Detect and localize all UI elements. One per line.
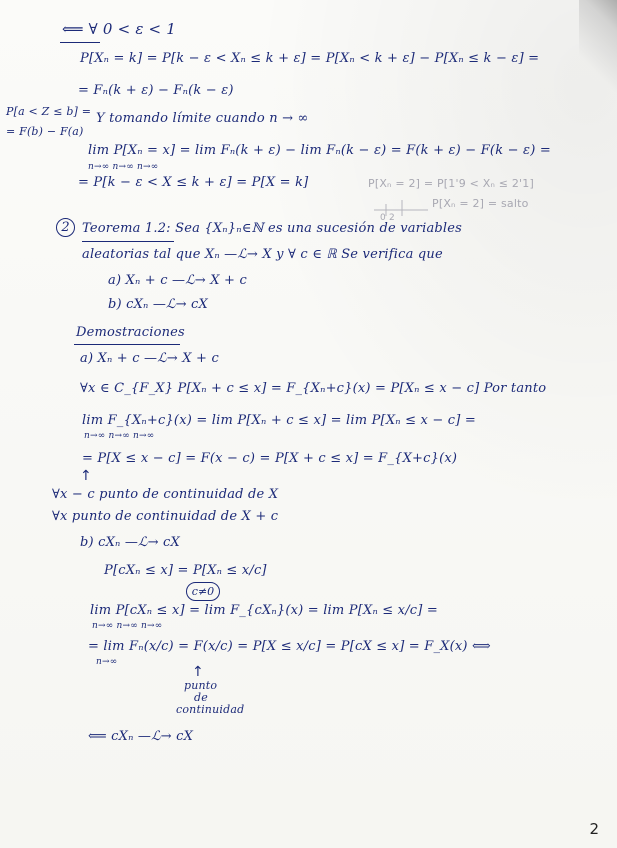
line-theorem-statement-2: aleatorias tal que Xₙ —ℒ→ X y ∀ c ∈ ℝ Se verifica que [82, 247, 443, 262]
line-taking-limit: Y tomando límite cuando n → ∞ [96, 111, 309, 126]
line-prob-cdf-diff: = Fₙ(k + ε) − Fₙ(k − ε) [78, 83, 234, 98]
underline-arrow [60, 42, 100, 43]
line-proof-a-2: lim F_{Xₙ+c}(x) = lim P[Xₙ + c ≤ x] = lim P[Xₙ ≤ x − c] = [82, 413, 476, 428]
line-prob-equality: P[Xₙ = k] = P[k − ε < Xₙ ≤ k + ε] = P[Xₙ < k + ε] − P[Xₙ ≤ k − ε] = [80, 51, 540, 66]
c-nonzero-note: c≠0 [186, 582, 220, 601]
line-theorem-statement: Teorema 1.2: Sea {Xₙ}ₙ∈ℕ es una sucesión de variables [82, 221, 463, 236]
line-proof-a-1: ∀x ∈ C_{F_X} P[Xₙ + c ≤ x] = F_{Xₙ+c}(x) = P[Xₙ ≤ x − c] Por tanto [80, 381, 547, 396]
underline-theorem [82, 241, 174, 242]
line-proof-b-3-sub: n→∞ [96, 657, 118, 667]
line-proof-a-5: ∀x punto de continuidad de X + c [52, 509, 279, 524]
line-limit-expression: lim P[Xₙ = x] = lim Fₙ(k + ε) − lim Fₙ(k − ε) = F(k + ε) − F(k − ε) = [88, 143, 551, 158]
line-proof-b-3: = lim Fₙ(x/c) = F(x/c) = P[X ≤ x/c] = P[cX ≤ x] = F_X(x) ⟺ [88, 639, 491, 654]
underline-demo [74, 344, 180, 345]
continuity-word-1: punto [184, 679, 218, 692]
line-proof-a-4: ∀x − c punto de continuidad de X [52, 487, 279, 502]
line-limit-subscripts: n→∞ n→∞ n→∞ [88, 162, 159, 172]
up-arrow-mark: ↑ [80, 468, 92, 484]
paper-edge-shadow [579, 0, 617, 120]
line-theorem-a: a) Xₙ + c —ℒ→ X + c [108, 273, 247, 288]
line-proof-b: b) cXₙ —ℒ→ cX [80, 535, 180, 550]
line-theorem-b: b) cXₙ —ℒ→ cX [108, 297, 208, 312]
line-proof-a-2-sub: n→∞ n→∞ n→∞ [84, 431, 155, 441]
faint-note-2: P[Xₙ = 2] = salto [432, 197, 529, 210]
continuity-word-3: continuidad [176, 703, 245, 716]
page-number: 2 [589, 820, 599, 838]
line-converse-arrow: ⟸ ∀ 0 < ε < 1 [62, 20, 177, 38]
demo-title: Demostraciones [76, 325, 185, 340]
faint-sketch-ticks: 0 2 [380, 213, 395, 223]
margin-note-2: = F(b) − F(a) [6, 125, 84, 138]
line-proof-b-4: ⟸ cXₙ —ℒ→ cX [88, 729, 194, 744]
continuity-word-2: de [194, 691, 208, 704]
faint-note-1: P[Xₙ = 2] = P[1'9 < Xₙ ≤ 2'1] [368, 177, 534, 190]
line-proof-a-3: = P[X ≤ x − c] = F(x − c) = P[X + c ≤ x] = F_{X+c}(x) [82, 451, 458, 466]
theorem-number-circle: 2 [56, 218, 75, 237]
line-proof-b-2: lim P[cXₙ ≤ x] = lim F_{cXₙ}(x) = lim P[Xₙ ≤ x/c] = [90, 603, 438, 618]
line-proof-a: a) Xₙ + c —ℒ→ X + c [80, 351, 219, 366]
line-proof-b-2-sub: n→∞ n→∞ n→∞ [92, 621, 163, 631]
up-arrow-continuity: ↑ [192, 664, 204, 680]
line-limit-result: = P[k − ε < X ≤ k + ε] = P[X = k] [78, 175, 309, 190]
line-proof-b-1: P[cXₙ ≤ x] = P[Xₙ ≤ x/c] [104, 563, 267, 578]
margin-note-1: P[a < Z ≤ b] = [6, 105, 92, 118]
